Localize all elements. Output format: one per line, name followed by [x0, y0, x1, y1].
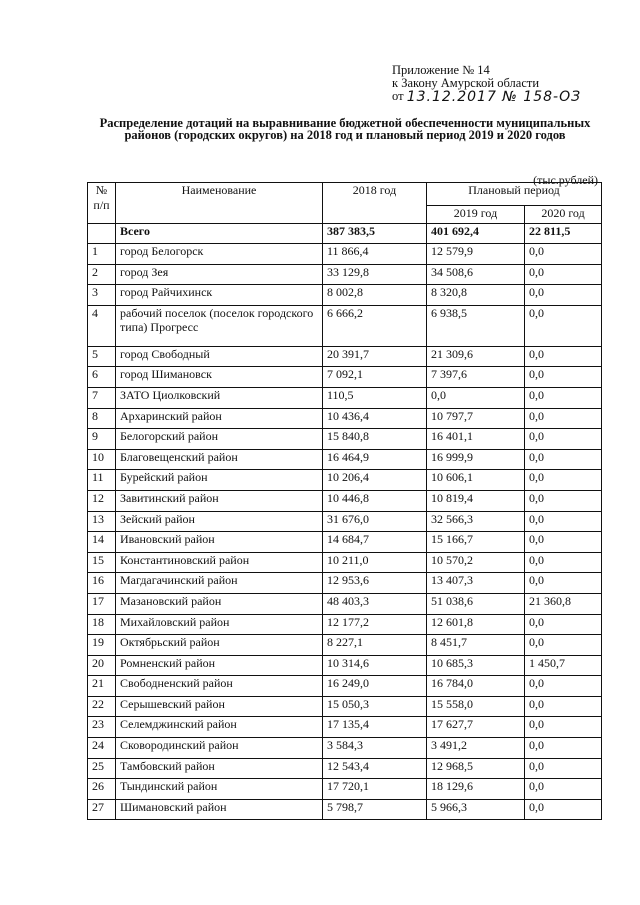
row-number: 19	[88, 635, 116, 656]
row-value-2019: 10 685,3	[427, 655, 525, 676]
row-value-2018: 12 177,2	[323, 614, 427, 635]
row-number: 8	[88, 408, 116, 429]
subsidies-table	[87, 182, 602, 820]
row-value-2019: 10 797,7	[427, 408, 525, 429]
row-value-2018: 3 584,3	[323, 738, 427, 759]
row-value-2019: 51 038,6	[427, 593, 525, 614]
row-number: 26	[88, 779, 116, 800]
row-value-2019: 15 558,0	[427, 696, 525, 717]
row-value-2020: 0,0	[525, 285, 602, 306]
row-number: 25	[88, 758, 116, 779]
document-title: Распределение дотаций на выравнивание бюджетной обеспеченности муниципальных районов (городских округов) на 2018 год и плановый период 2019 и 2020 годов	[99, 116, 591, 142]
table-row	[88, 408, 602, 429]
row-value-2020: 0,0	[525, 511, 602, 532]
row-name: Тамбовский район	[116, 758, 323, 779]
row-value-2020: 0,0	[525, 717, 602, 738]
total-2018: 387 383,5	[323, 224, 427, 244]
row-value-2018: 6 666,2	[323, 305, 427, 346]
row-number: 2	[88, 264, 116, 285]
row-value-2020: 21 360,8	[525, 593, 602, 614]
table-row	[88, 593, 602, 614]
table-row	[88, 449, 602, 470]
row-value-2019: 34 508,6	[427, 264, 525, 285]
row-name: Завитинский район	[116, 490, 323, 511]
row-value-2020: 0,0	[525, 635, 602, 656]
table-row	[88, 696, 602, 717]
row-name: Архаринский район	[116, 408, 323, 429]
row-value-2020: 0,0	[525, 779, 602, 800]
units-label: (тыс.рублей)	[533, 173, 598, 187]
row-value-2019: 8 451,7	[427, 635, 525, 656]
row-number: 18	[88, 614, 116, 635]
row-value-2020: 0,0	[525, 408, 602, 429]
row-number: 7	[88, 387, 116, 408]
row-number: 15	[88, 552, 116, 573]
appendix-header	[392, 64, 581, 103]
row-value-2018: 10 446,8	[323, 490, 427, 511]
table-row	[88, 429, 602, 450]
row-number: 27	[88, 799, 116, 820]
row-value-2019: 3 491,2	[427, 738, 525, 759]
row-name: Шимановский район	[116, 799, 323, 820]
header-2019: 2019 год	[427, 206, 525, 224]
table-row	[88, 346, 602, 367]
row-number: 16	[88, 573, 116, 594]
table-row	[88, 655, 602, 676]
row-name: Благовещенский район	[116, 449, 323, 470]
row-value-2019: 16 999,9	[427, 449, 525, 470]
table-row	[88, 758, 602, 779]
row-value-2018: 10 436,4	[323, 408, 427, 429]
row-value-2018: 20 391,7	[323, 346, 427, 367]
row-value-2019: 10 606,1	[427, 470, 525, 491]
row-value-2018: 48 403,3	[323, 593, 427, 614]
appendix-date-prefix: от	[392, 89, 404, 103]
row-number: 4	[88, 305, 116, 346]
row-value-2019: 12 579,9	[427, 244, 525, 265]
total-2019: 401 692,4	[427, 224, 525, 244]
table-row	[88, 285, 602, 306]
row-value-2020: 0,0	[525, 429, 602, 450]
row-number: 11	[88, 470, 116, 491]
row-value-2019: 15 166,7	[427, 532, 525, 553]
row-value-2020: 0,0	[525, 470, 602, 491]
header-name: Наименование	[116, 183, 323, 224]
header-2020: 2020 год	[525, 206, 602, 224]
row-value-2020: 0,0	[525, 573, 602, 594]
row-number: 5	[88, 346, 116, 367]
row-name: Константиновский район	[116, 552, 323, 573]
row-value-2018: 12 543,4	[323, 758, 427, 779]
row-name: Свободненский район	[116, 676, 323, 697]
row-name: Ромненский район	[116, 655, 323, 676]
row-value-2018: 15 050,3	[323, 696, 427, 717]
row-value-2019: 16 401,1	[427, 429, 525, 450]
row-name: Ивановский район	[116, 532, 323, 553]
row-name: Сковородинский район	[116, 738, 323, 759]
header-plan-period: Плановый период	[427, 183, 602, 206]
row-value-2018: 16 249,0	[323, 676, 427, 697]
table-row	[88, 264, 602, 285]
row-number: 6	[88, 367, 116, 388]
row-number: 23	[88, 717, 116, 738]
row-number: 13	[88, 511, 116, 532]
table-row	[88, 573, 602, 594]
row-number: 21	[88, 676, 116, 697]
table-row	[88, 635, 602, 656]
table-row	[88, 470, 602, 491]
row-number: 10	[88, 449, 116, 470]
table-row	[88, 387, 602, 408]
row-value-2020: 0,0	[525, 490, 602, 511]
row-name: Магдагачинский район	[116, 573, 323, 594]
row-name: Михайловский район	[116, 614, 323, 635]
table-row	[88, 532, 602, 553]
row-name: ЗАТО Циолковский	[116, 387, 323, 408]
table-row	[88, 305, 602, 346]
row-value-2019: 6 938,5	[427, 305, 525, 346]
table-row	[88, 511, 602, 532]
total-2020: 22 811,5	[525, 224, 602, 244]
row-value-2020: 0,0	[525, 346, 602, 367]
row-value-2018: 8 227,1	[323, 635, 427, 656]
row-value-2020: 0,0	[525, 799, 602, 820]
total-row	[88, 224, 602, 244]
row-value-2020: 0,0	[525, 264, 602, 285]
row-name: Селемджинский район	[116, 717, 323, 738]
row-value-2019: 32 566,3	[427, 511, 525, 532]
row-value-2020: 0,0	[525, 387, 602, 408]
table-row	[88, 244, 602, 265]
row-name: Мазановский район	[116, 593, 323, 614]
row-value-2018: 7 092,1	[323, 367, 427, 388]
row-value-2018: 16 464,9	[323, 449, 427, 470]
row-number: 1	[88, 244, 116, 265]
header-num: № п/п	[88, 183, 116, 224]
table-row	[88, 717, 602, 738]
appendix-date-line	[392, 90, 581, 103]
row-value-2019: 12 968,5	[427, 758, 525, 779]
table-row	[88, 614, 602, 635]
row-value-2020: 0,0	[525, 244, 602, 265]
table-row	[88, 367, 602, 388]
row-value-2019: 7 397,6	[427, 367, 525, 388]
table-row	[88, 676, 602, 697]
row-value-2018: 10 211,0	[323, 552, 427, 573]
row-value-2018: 5 798,7	[323, 799, 427, 820]
row-name: Тындинский район	[116, 779, 323, 800]
total-num-cell	[88, 224, 116, 244]
row-value-2019: 12 601,8	[427, 614, 525, 635]
header-2018: 2018 год	[323, 183, 427, 224]
row-value-2018: 10 206,4	[323, 470, 427, 491]
row-value-2020: 0,0	[525, 696, 602, 717]
row-number: 14	[88, 532, 116, 553]
row-name: Зейский район	[116, 511, 323, 532]
row-name: город Зея	[116, 264, 323, 285]
row-name: город Свободный	[116, 346, 323, 367]
row-value-2019: 5 966,3	[427, 799, 525, 820]
row-value-2020: 0,0	[525, 738, 602, 759]
row-number: 3	[88, 285, 116, 306]
row-value-2018: 17 720,1	[323, 779, 427, 800]
row-number: 24	[88, 738, 116, 759]
row-value-2020: 0,0	[525, 676, 602, 697]
row-value-2020: 0,0	[525, 532, 602, 553]
row-number: 20	[88, 655, 116, 676]
row-value-2020: 1 450,7	[525, 655, 602, 676]
row-value-2018: 31 676,0	[323, 511, 427, 532]
row-value-2018: 33 129,8	[323, 264, 427, 285]
row-number: 17	[88, 593, 116, 614]
row-value-2018: 8 002,8	[323, 285, 427, 306]
row-value-2019: 16 784,0	[427, 676, 525, 697]
row-number: 22	[88, 696, 116, 717]
row-value-2018: 110,5	[323, 387, 427, 408]
row-name: город Шимановск	[116, 367, 323, 388]
appendix-number: Приложение № 14	[392, 63, 490, 77]
row-value-2020: 0,0	[525, 552, 602, 573]
row-value-2019: 21 309,6	[427, 346, 525, 367]
table-row	[88, 738, 602, 759]
row-name: Бурейский район	[116, 470, 323, 491]
handwritten-date-number: 13.12.2017 № 158-ОЗ	[406, 89, 582, 105]
row-value-2020: 0,0	[525, 305, 602, 346]
table-body	[88, 224, 602, 820]
row-value-2018: 17 135,4	[323, 717, 427, 738]
row-value-2019: 10 570,2	[427, 552, 525, 573]
appendix-law: к Закону Амурской области	[392, 76, 540, 90]
row-number: 9	[88, 429, 116, 450]
row-number: 12	[88, 490, 116, 511]
row-value-2020: 0,0	[525, 614, 602, 635]
row-value-2018: 12 953,6	[323, 573, 427, 594]
total-label: Всего	[116, 224, 323, 244]
table-row	[88, 799, 602, 820]
row-value-2020: 0,0	[525, 367, 602, 388]
row-value-2019: 8 320,8	[427, 285, 525, 306]
row-value-2018: 11 866,4	[323, 244, 427, 265]
row-value-2019: 17 627,7	[427, 717, 525, 738]
row-value-2019: 13 407,3	[427, 573, 525, 594]
row-name: Октябрьский район	[116, 635, 323, 656]
row-name: рабочий поселок (поселок городского типа) Прогресс	[116, 305, 323, 346]
row-value-2019: 10 819,4	[427, 490, 525, 511]
row-name: Белогорский район	[116, 429, 323, 450]
table-row	[88, 490, 602, 511]
row-name: город Белогорск	[116, 244, 323, 265]
row-name: Серышевский район	[116, 696, 323, 717]
row-name: город Райчихинск	[116, 285, 323, 306]
row-value-2019: 0,0	[427, 387, 525, 408]
table-row	[88, 552, 602, 573]
table-row	[88, 779, 602, 800]
row-value-2019: 18 129,6	[427, 779, 525, 800]
row-value-2018: 15 840,8	[323, 429, 427, 450]
row-value-2018: 14 684,7	[323, 532, 427, 553]
row-value-2018: 10 314,6	[323, 655, 427, 676]
row-value-2020: 0,0	[525, 449, 602, 470]
row-value-2020: 0,0	[525, 758, 602, 779]
